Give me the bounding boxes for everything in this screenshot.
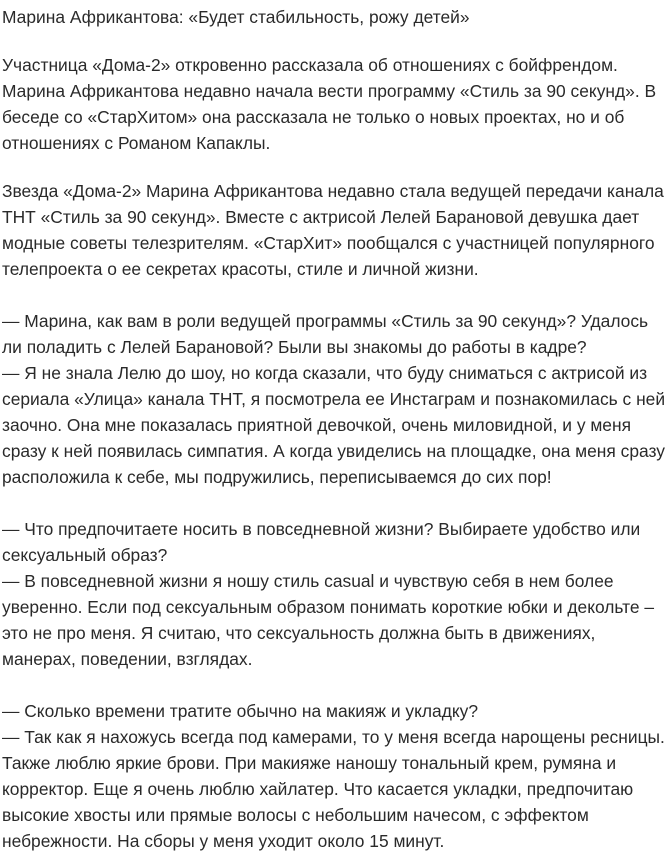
- answer-1: — Я не знала Лелю до шоу, но когда сказали, что буду сниматься с актрисой из сериала «Улица» канала ТНТ, я посмотрела ее Инстаграм и познакомилась с ней заочно. Она мне показалась приятной девочкой, очень миловидной, и у меня сразу к ней появилась симпатия. А когда увиделись на площадке, она меня сразу расположила к себе, мы подружились, переписываемся до сих пор!: [2, 363, 666, 487]
- answer-3: — Так как я нахожусь всегда под камерами, то у меня всегда нарощены ресницы. Также люблю яркие брови. При макияже наношу тональный крем, румяна и корректор. Еще я очень люблю хайлатер. Что касается укладки, предпочитаю высокие хвосты или прямые волосы с небольшим начесом, с эффектом небрежности. На сборы у меня уходит около 15 минут.: [2, 727, 665, 851]
- question-1: — Марина, как вам в роли ведущей программы «Стиль за 90 секунд»? Удалось ли поладить с Лелей Барановой? Были вы знакомы до работы в кадре?: [2, 311, 649, 357]
- article-title: Марина Африкантова: «Будет стабильность, рожу детей»: [2, 7, 470, 27]
- question-3: — Сколько времени тратите обычно на макияж и укладку?: [2, 701, 479, 721]
- article: [2, 0, 666, 854]
- article-intro: Звезда «Дома-2» Марина Африкантова недавно стала ведущей передачи канала ТНТ «Стиль за 90 секунд». Вместе с актрисой Лелей Барановой девушка дает модные советы телезрителям. «СтарХит» пообщался с участницей популярного телепроекта о ее секретах красоты, стиле и личной жизни.: [2, 181, 664, 279]
- question-2: — Что предпочитаете носить в повседневной жизни? Выбираете удобство или сексуальный образ?: [2, 519, 641, 565]
- qa-block-1: [2, 308, 666, 490]
- qa-block-3: [2, 698, 666, 854]
- answer-2: — В повседневной жизни я ношу стиль casual и чувствую себя в нем более уверенно. Если под сексуальным образом понимать короткие юбки и декольте – это не про меня. Я считаю, что сексуальность должна быть в движениях, манерах, поведении, взглядах.: [2, 571, 655, 669]
- article-lead: Участница «Дома-2» откровенно рассказала об отношениях с бойфрендом. Марина Африкантова недавно начала вести программу «Стиль за 90 секунд». В беседе со «СтарХитом» она рассказала не только о новых проектах, но и об отношениях с Романом Капаклы.: [2, 55, 657, 153]
- qa-block-2: [2, 516, 666, 672]
